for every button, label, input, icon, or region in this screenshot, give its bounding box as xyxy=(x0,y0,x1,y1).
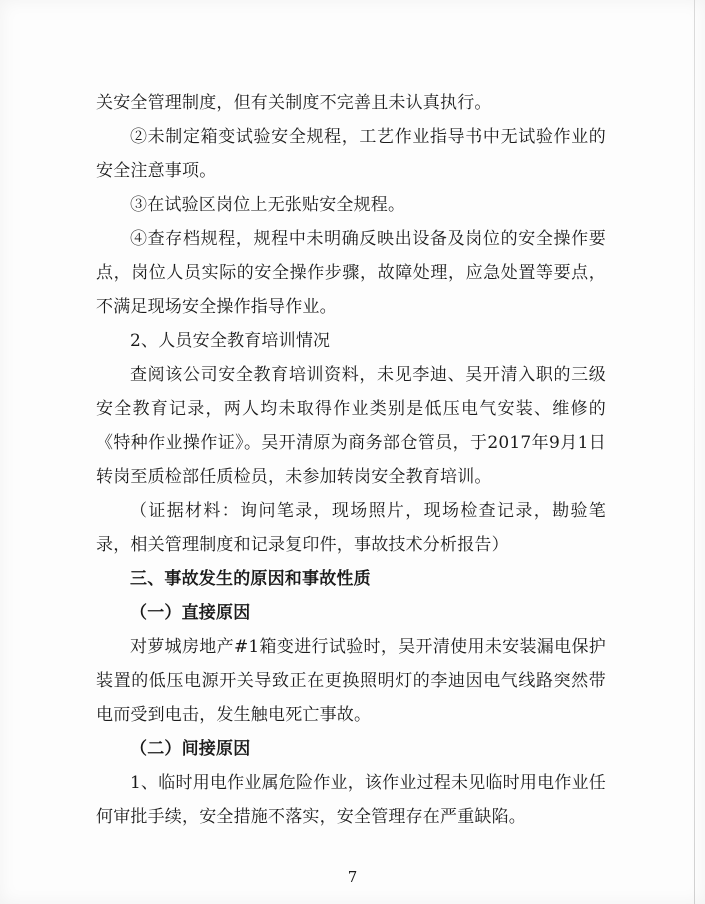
paragraph-continuation: 关安全管理制度，但有关制度不完善且未认真执行。 xyxy=(96,93,492,113)
paragraph-training-details: 查阅该公司安全教育培训资料，未见李迪、吴开清入职的三级安全教育记录，两人均未取得作业类别是低压电气安装、维修的《特种作业操作证》。吴开清原为商务部仓管员，于2017年9月1日转岗至质检部任质检员，未参加转岗安全教育培训。 xyxy=(96,365,606,487)
subheading-indirect-cause: （二）间接原因 xyxy=(130,739,251,759)
paragraph-item-3: ③在试验区岗位上无张贴安全规程。 xyxy=(130,195,406,215)
paragraph-evidence: （证据材料：询问笔录，现场照片，现场检查记录，勘验笔录，相关管理制度和记录复印件，事故技术分析报告） xyxy=(96,501,606,555)
subheading-direct-cause: （一）直接原因 xyxy=(130,603,251,623)
scan-edge-line xyxy=(694,0,695,904)
section-heading-causes: 三、事故发生的原因和事故性质 xyxy=(130,569,371,589)
subsection-title-training: 2、人员安全教育培训情况 xyxy=(130,331,331,351)
document-body xyxy=(96,86,606,834)
paragraph-indirect-cause-1: 1、临时用电作业属危险作业，该作业过程未见临时用电作业任何审批手续，安全措施不落实，安全管理存在严重缺陷。 xyxy=(96,773,606,827)
paragraph-direct-cause: 对萝城房地产#1箱变进行试验时，吴开清使用未安装漏电保护装置的低压电源开关导致正在更换照明灯的李迪因电气线路突然带电而受到电击，发生触电死亡事故。 xyxy=(96,637,606,725)
page-number: 7 xyxy=(347,868,358,886)
paragraph-item-2: ②未制定箱变试验安全规程，工艺作业指导书中无试验作业的安全注意事项。 xyxy=(96,127,606,181)
paragraph-item-4: ④查存档规程，规程中未明确反映出设备及岗位的安全操作要点，岗位人员实际的安全操作步骤，故障处理，应急处置等要点，不满足现场安全操作指导作业。 xyxy=(96,229,606,317)
